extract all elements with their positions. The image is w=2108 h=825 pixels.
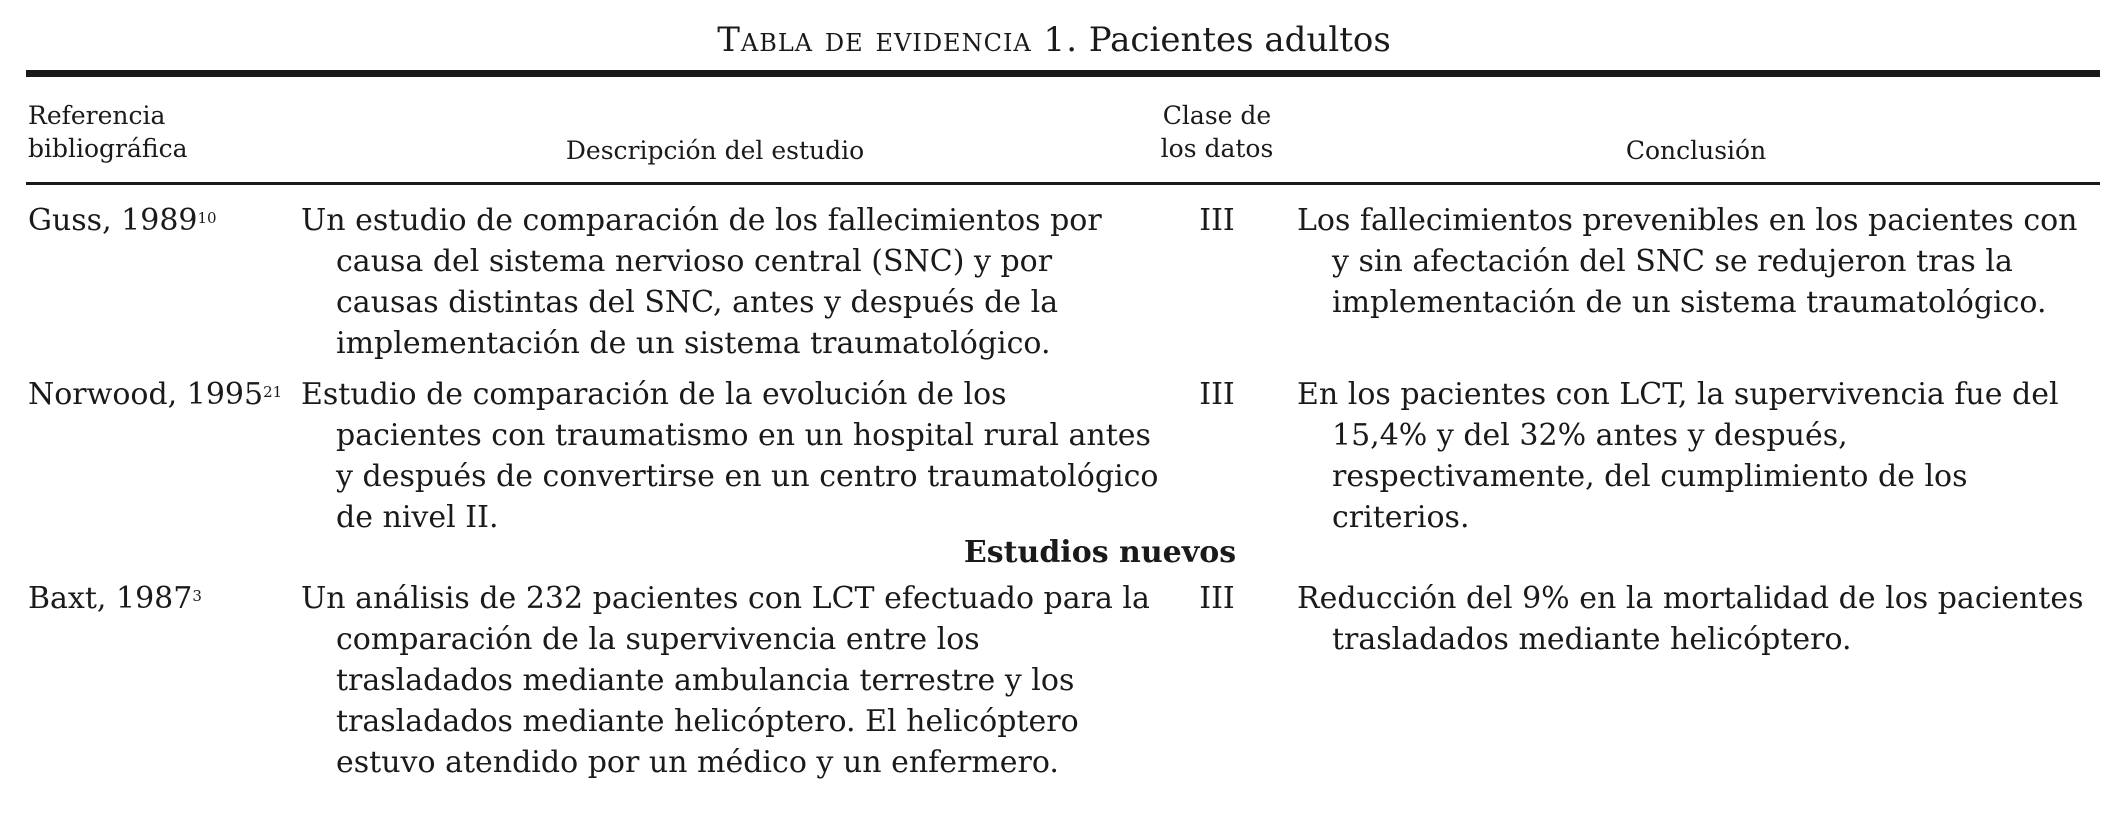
table-row-description: Un análisis de 232 pacientes con LCT efectuado para la comparación de la supervivencia entre los trasladados mediante ambulancia terrestre y los trasladados mediante helicóptero. El helicóptero estuvo atendido por un médico y un enfermero. (301, 581, 1150, 780)
header-reference-line2: bibliográfica (28, 134, 188, 163)
ref-citation: 10 (197, 209, 217, 227)
ref-text: Baxt, 1987 (28, 581, 193, 616)
header-reference-line1: Referencia (28, 101, 166, 130)
ref-citation: 3 (192, 587, 202, 605)
header-description: Descripción del estudio (565, 136, 865, 165)
header-class-line1: Clase de (1162, 101, 1272, 130)
table-row-description: Estudio de comparación de la evolución de los pacientes con traumatismo en un hospital rural antes y después de convertirse en un centro traumatológico de nivel II. (301, 377, 1159, 535)
ref-text: Guss, 1989 (28, 203, 198, 238)
header-conclusion: Conclusión (1625, 136, 1767, 165)
header-class-line2: los datos (1160, 134, 1274, 163)
table-title (0, 18, 2108, 62)
table-title-prefix: Tabla de evidencia 1. (717, 20, 1078, 60)
table-row-class: III (1199, 203, 1235, 238)
table-row-description: Un estudio de comparación de los fallecimientos por causa del sistema nervioso central (SNC) y por causas distintas del SNC, antes y después de la implementación de un sistema traumatológico. (301, 203, 1102, 361)
header-reference (28, 99, 188, 165)
section-heading-new-studies: Estudios nuevos (963, 535, 1237, 570)
table-row-conclusion: Reducción del 9% en la mortalidad de los pacientes trasladados mediante helicóptero. (1297, 581, 2084, 657)
ref-text: Norwood, 1995 (28, 377, 264, 412)
table-row-conclusion: En los pacientes con LCT, la supervivencia fue del 15,4% y del 32% antes y después, respectivamente, del cumplimiento de los criterios. (1297, 377, 2059, 535)
header-rule (26, 182, 2100, 185)
table-row-ref (28, 200, 217, 241)
header-class (1142, 99, 1292, 165)
table-row-class: III (1199, 581, 1235, 616)
top-rule (26, 70, 2100, 77)
table-title-rest: Pacientes adultos (1078, 20, 1391, 60)
table-row-class: III (1199, 377, 1235, 412)
table-row-ref (28, 578, 202, 619)
table-row-ref (28, 374, 282, 415)
table-row-conclusion: Los fallecimientos prevenibles en los pacientes con y sin afectación del SNC se redujeron tras la implementación de un sistema traumatológico. (1297, 203, 2078, 320)
ref-citation: 21 (263, 383, 283, 401)
